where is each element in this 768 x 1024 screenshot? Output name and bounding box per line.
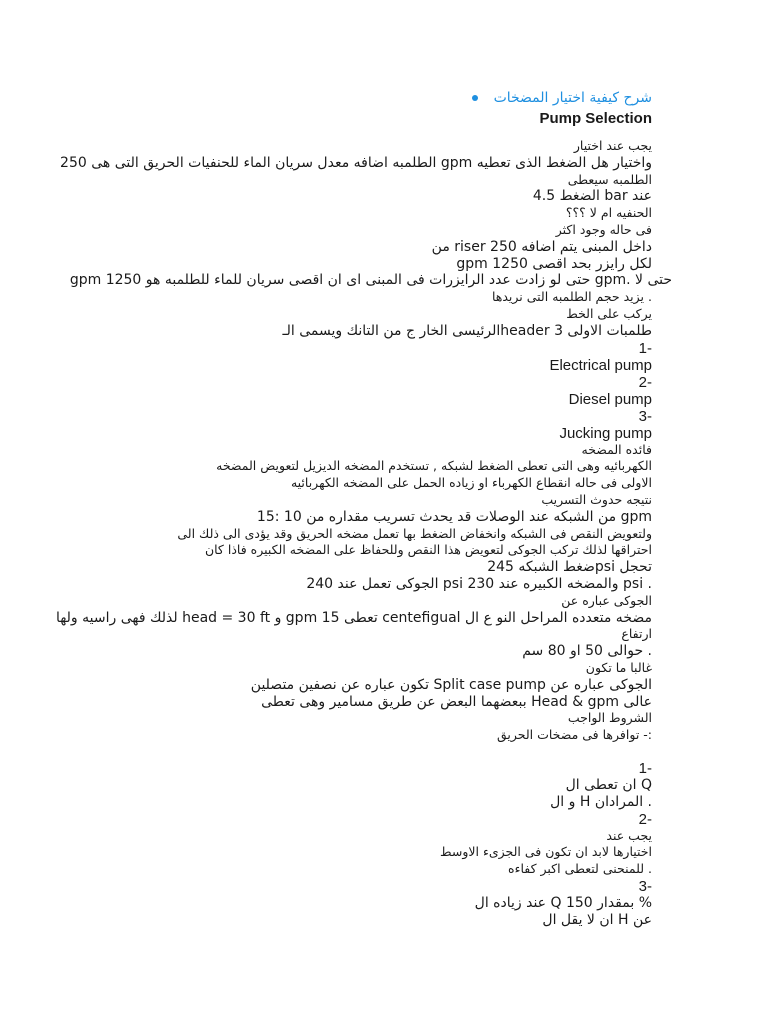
list-number: 1- — [638, 339, 652, 357]
text-line: ولتعويض النقص فى الشبكه وانخفاض الضغط بها تعمل مضخه الحريق وقد يؤدى الى ذلك الى — [177, 525, 652, 541]
list-number: 3- — [638, 407, 652, 425]
text-line: مضخه متعدده المراحل النو ع ال centefigual تعطى 15 gpm و head = 30 ft لذلك فهى راسيه ولها — [55, 609, 652, 626]
text-line: الجوكى عباره عن — [561, 592, 652, 608]
text-line: gpm من الشبكه عند الوصلات قد يحدث تسريب مقداره من 10 :15 — [256, 508, 652, 525]
text-line: الاولى فى حاله انقطاع الكهرباء او زياده الحمل على المضخه الكهربائيه — [290, 475, 652, 491]
text-line: . حوالى 50 او 80 سم — [522, 643, 652, 660]
text-line: الكهربائيه وهى التى تعطى الضغط لشبكه , تستخدم المضخه الديزيل لتعويض المضخه — [216, 458, 652, 474]
text-line: الطلمبه سيعطى — [567, 171, 652, 187]
bullet-heading — [92, 88, 652, 108]
text-line: عالى Head & gpm ببعضهما البعض عن طريق مسامير وهى تعطى — [261, 693, 652, 710]
text-line: نتيجه حدوث التسريب — [541, 491, 652, 507]
text-line: داخل المبنى يتم اضافه 250 riser من — [431, 238, 652, 255]
text-line: طلمبات الاولى 3 headerالرئيسى الخار ج من التانك ويسمى الـ — [282, 322, 652, 339]
text-line: لكل رايزر بحد اقصى 1250 gpm — [456, 255, 652, 272]
text-line: الشروط الواجب — [567, 710, 652, 726]
text-line: . يزيد حجم الطلمبه التى نريدها — [491, 289, 652, 305]
text-line: يجب عند اختيار — [573, 138, 652, 153]
text-line: فائده المضخه — [581, 441, 652, 457]
text-line: Q ان تعطى ال — [565, 776, 652, 793]
pump-type: Diesel pump — [568, 390, 652, 408]
text-line: غالبا ما تكون — [585, 659, 652, 675]
bullet-heading-text: شرح كيفية اختيار المضخات — [493, 90, 652, 106]
text-line: عند bar الضغط 4.5 — [532, 188, 652, 205]
text-line: واختيار هل الضغط الذى تعطيه gpm الطلمبه اضافه معدل سريان الماء للحنفيات الحريق التى هى 250 — [60, 154, 652, 171]
text-line: الحنفيه ام لا ؟؟؟ — [565, 205, 652, 221]
text-line: ارتفاع — [621, 626, 652, 642]
text-line: اختيارها لابد ان تكون فى الجزىء الاوسط — [440, 844, 652, 860]
document-body — [55, 88, 672, 928]
page-title: Pump Selection — [539, 110, 652, 127]
list-number: 2- — [638, 810, 652, 828]
text-line: الجوكى عباره عن Split case pump تكون عباره عن نصفين متصلين — [250, 676, 652, 693]
text-line: . للمنحنى لتعطى اكبر كفاءه — [508, 861, 652, 877]
list-number: 3- — [638, 877, 652, 895]
text-line: . المرادان H و ال — [550, 793, 652, 810]
pump-type: Jucking pump — [559, 424, 652, 442]
text-line: % بمقدار 150 Q عند زياده ال — [474, 894, 652, 911]
text-line: احتراقها لذلك تركب الجوكى لتعويض هذا النقص وللحفاظ على المضخه الكبيره فاذا كان — [204, 542, 652, 558]
text-line: فى حاله وجود اكثر — [555, 221, 652, 237]
bullet-icon — [472, 95, 478, 101]
text-line: عن H ان لا يقل ال — [542, 911, 652, 928]
text-line: :- توافرها فى مضخات الحريق — [496, 727, 652, 743]
spacer — [92, 744, 652, 760]
text-line: يركب على الخط — [566, 305, 652, 321]
text-line: . psi والمضخه الكبيره عند 230 psi الجوكى تعمل عند 240 — [306, 575, 652, 592]
text-line: تحجل psiضغط الشبكه 245 — [487, 559, 652, 576]
list-number: 1- — [638, 759, 652, 777]
list-number: 2- — [638, 373, 652, 391]
text-line: حتى لا .gpm حتى لو زادت عدد الرايزرات فى المبنى اى ان اقصى سريان للماء للطلمبه هو 1250 gpm — [69, 272, 672, 289]
text-line: يجب عند — [606, 827, 652, 843]
pump-type: Electrical pump — [549, 356, 652, 374]
